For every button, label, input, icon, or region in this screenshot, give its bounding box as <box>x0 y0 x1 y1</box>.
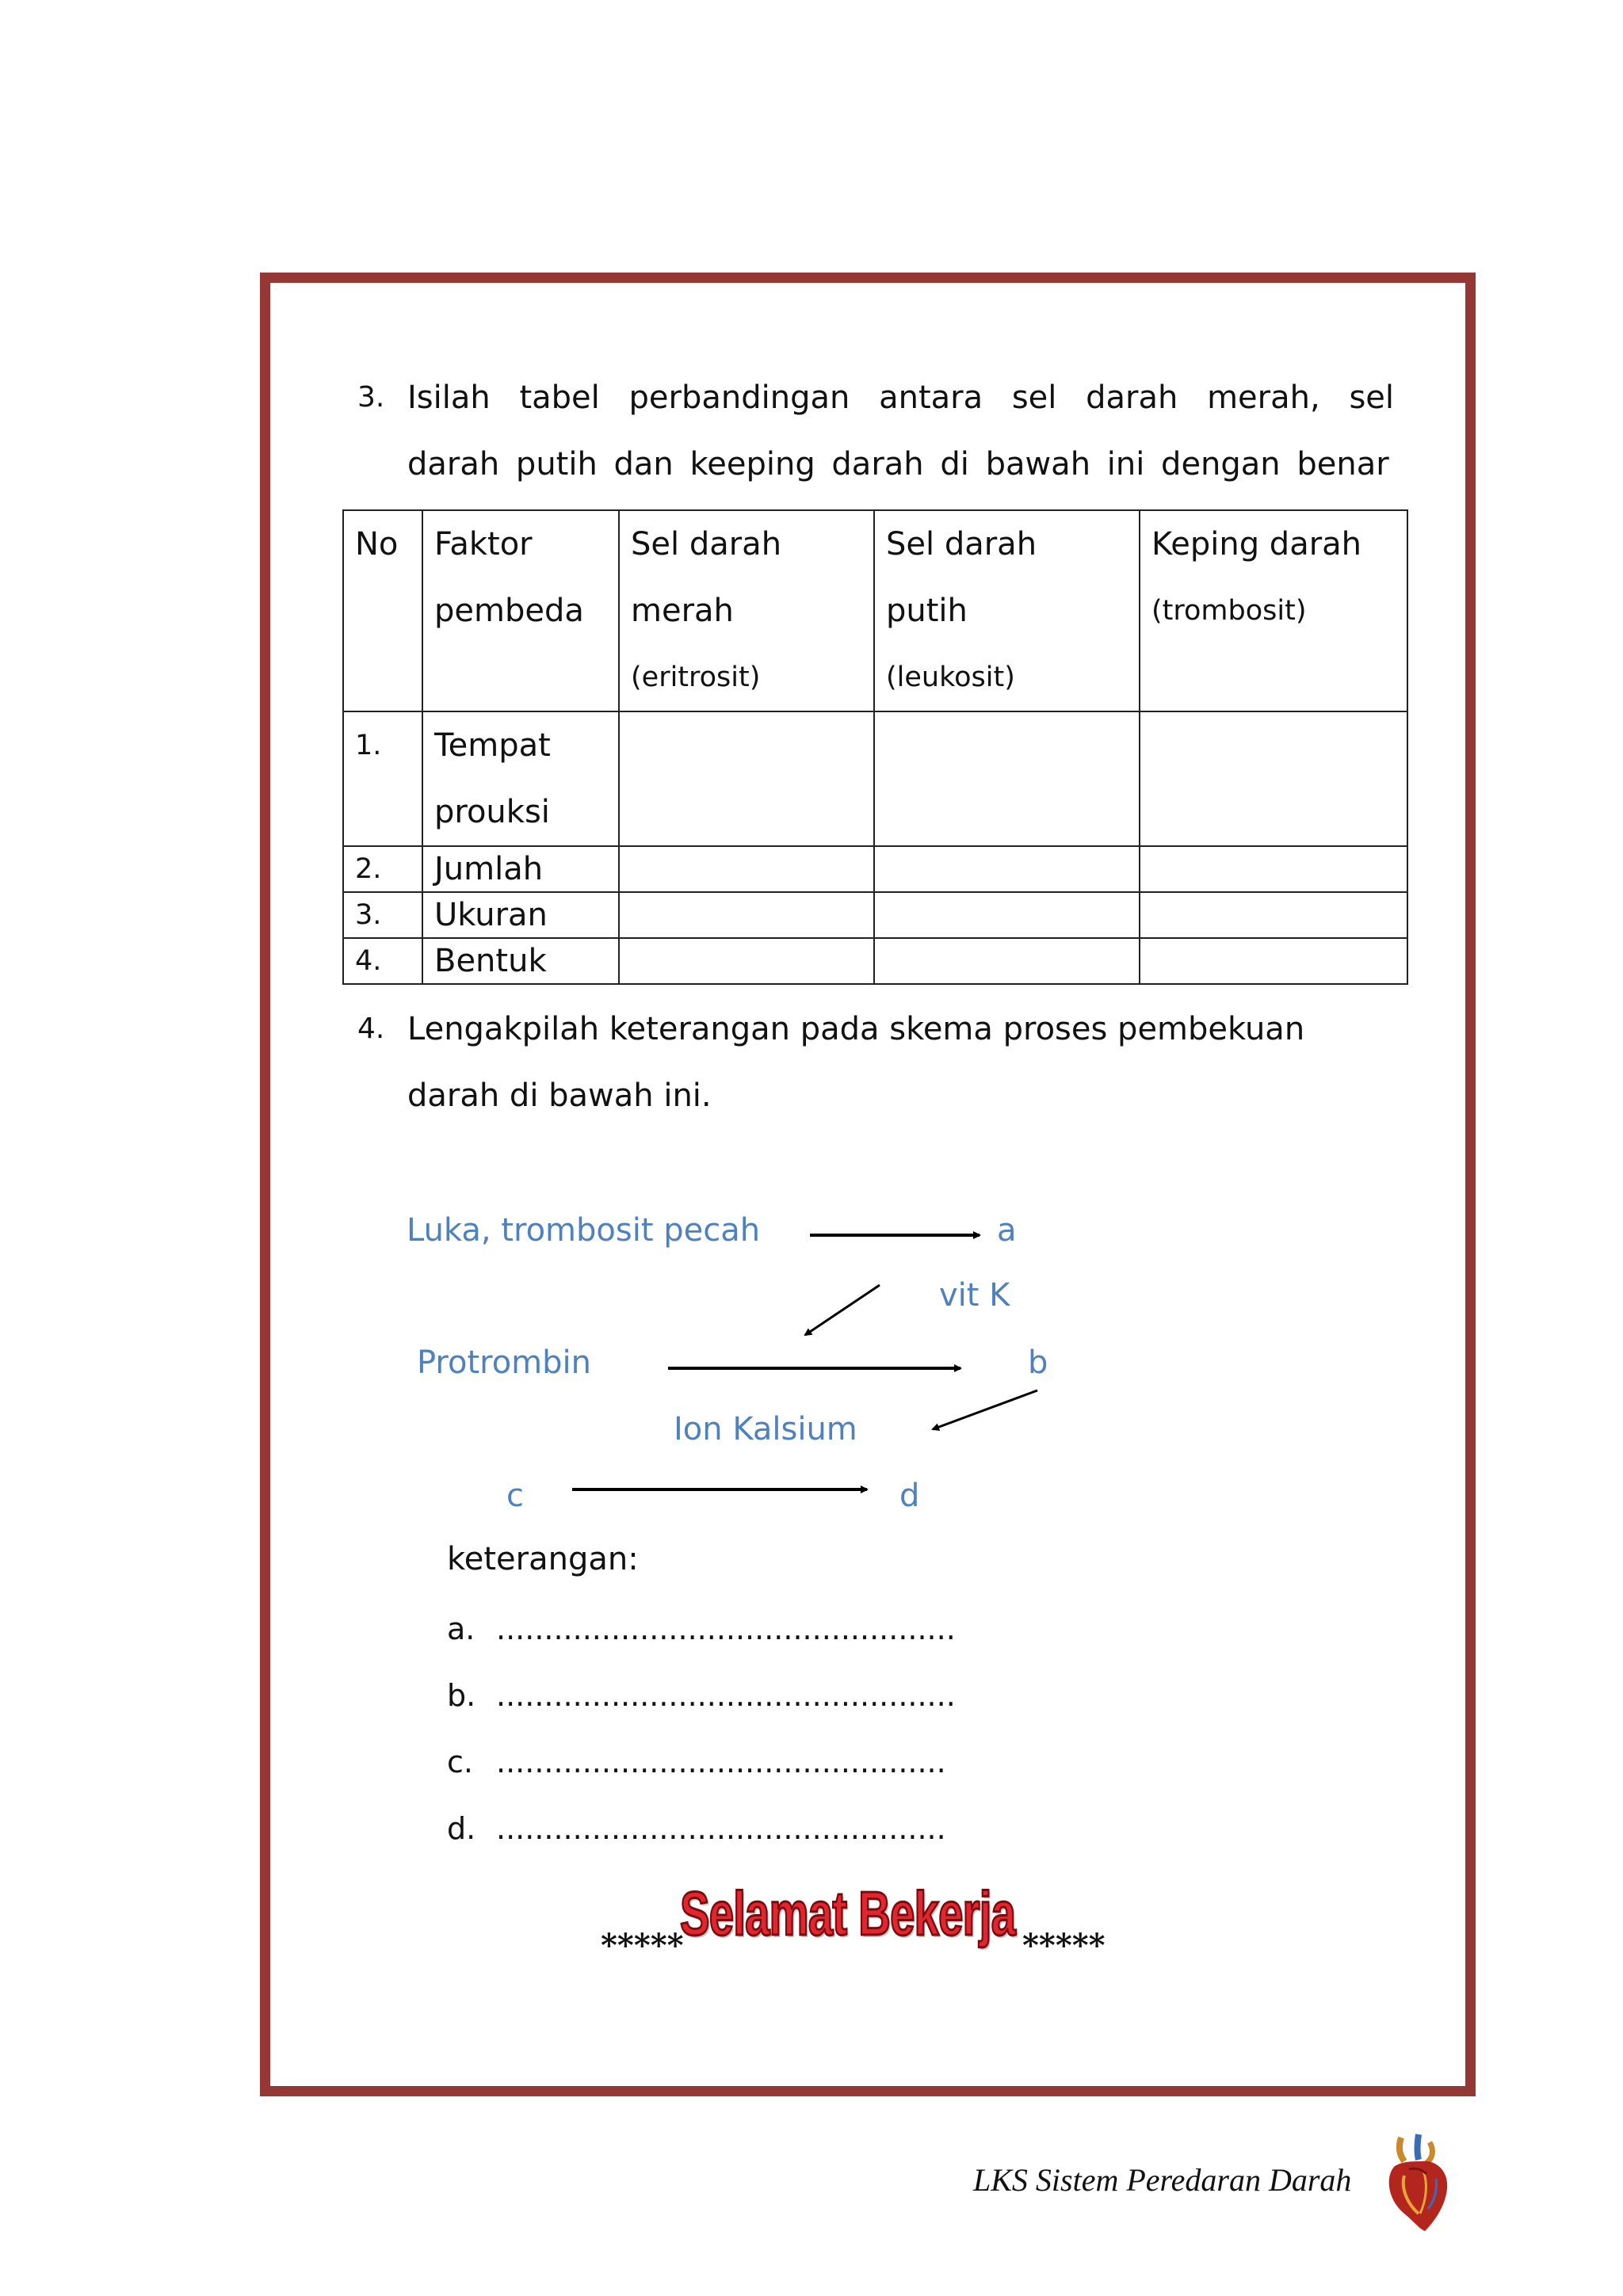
header-no: No <box>343 510 422 711</box>
schema-protrombin-label: Protrombin <box>417 1344 591 1381</box>
schema-vitk-label: vit K <box>939 1277 1010 1314</box>
answer-line-a[interactable]: a. ................................................ <box>447 1611 956 1646</box>
question-text: Lengakpilah keterangan pada skema proses pembekuan darah di bawah ini. <box>407 1011 1305 1114</box>
answer-line-d[interactable]: d. ............................................... <box>447 1811 946 1846</box>
answer-line-b[interactable]: b. ................................................ <box>447 1678 956 1713</box>
row-faktor: Bentuk <box>422 938 619 984</box>
row-no: 3. <box>343 892 422 938</box>
row-no: 4. <box>343 938 422 984</box>
schema-label-d: d <box>899 1478 920 1514</box>
header-sel-darah-merah: Sel darah merah (eritrosit) <box>619 510 874 711</box>
header-keping-darah: Keping darah (trombosit) <box>1140 510 1407 711</box>
question-text: Isilah tabel perbandingan antara sel darah merah, sel darah putih dan keeping darah di bawah ini dengan benar <box>407 379 1394 482</box>
selamat-bekerja-wordart: Selamat Bekerja <box>680 1878 1016 1948</box>
schema-label-c: c <box>506 1478 524 1514</box>
keterangan-title: keterangan: <box>447 1541 639 1577</box>
question-number: 4. <box>357 1013 385 1045</box>
arrow-ion <box>933 1390 1037 1429</box>
row-no: 1. <box>343 711 422 846</box>
row-faktor: Ukuran <box>422 892 619 938</box>
footer-title: LKS Sistem Peredaran Darah <box>973 2162 1352 2198</box>
stars-left: ***** <box>601 1927 684 1964</box>
header-faktor: Faktor pembeda <box>422 510 619 711</box>
question-number: 3. <box>357 381 385 414</box>
header-sel-darah-putih: Sel darah putih (leukosit) <box>874 510 1140 711</box>
schema-label-a: a <box>997 1212 1017 1249</box>
closing-banner <box>601 1878 1108 1965</box>
arrow-vitk <box>805 1285 880 1335</box>
schema-start-label: Luka, trombosit pecah <box>407 1212 761 1249</box>
row-faktor: Jumlah <box>422 846 619 892</box>
stars-right: ***** <box>1022 1927 1106 1964</box>
schema-label-b: b <box>1028 1344 1048 1381</box>
schema-ion-label: Ion Kalsium <box>674 1411 857 1447</box>
heart-icon <box>1377 2131 1453 2234</box>
answer-line-c[interactable]: c. ............................................... <box>447 1745 946 1779</box>
row-faktor: Tempat prouksi <box>422 711 619 846</box>
row-no: 2. <box>343 846 422 892</box>
